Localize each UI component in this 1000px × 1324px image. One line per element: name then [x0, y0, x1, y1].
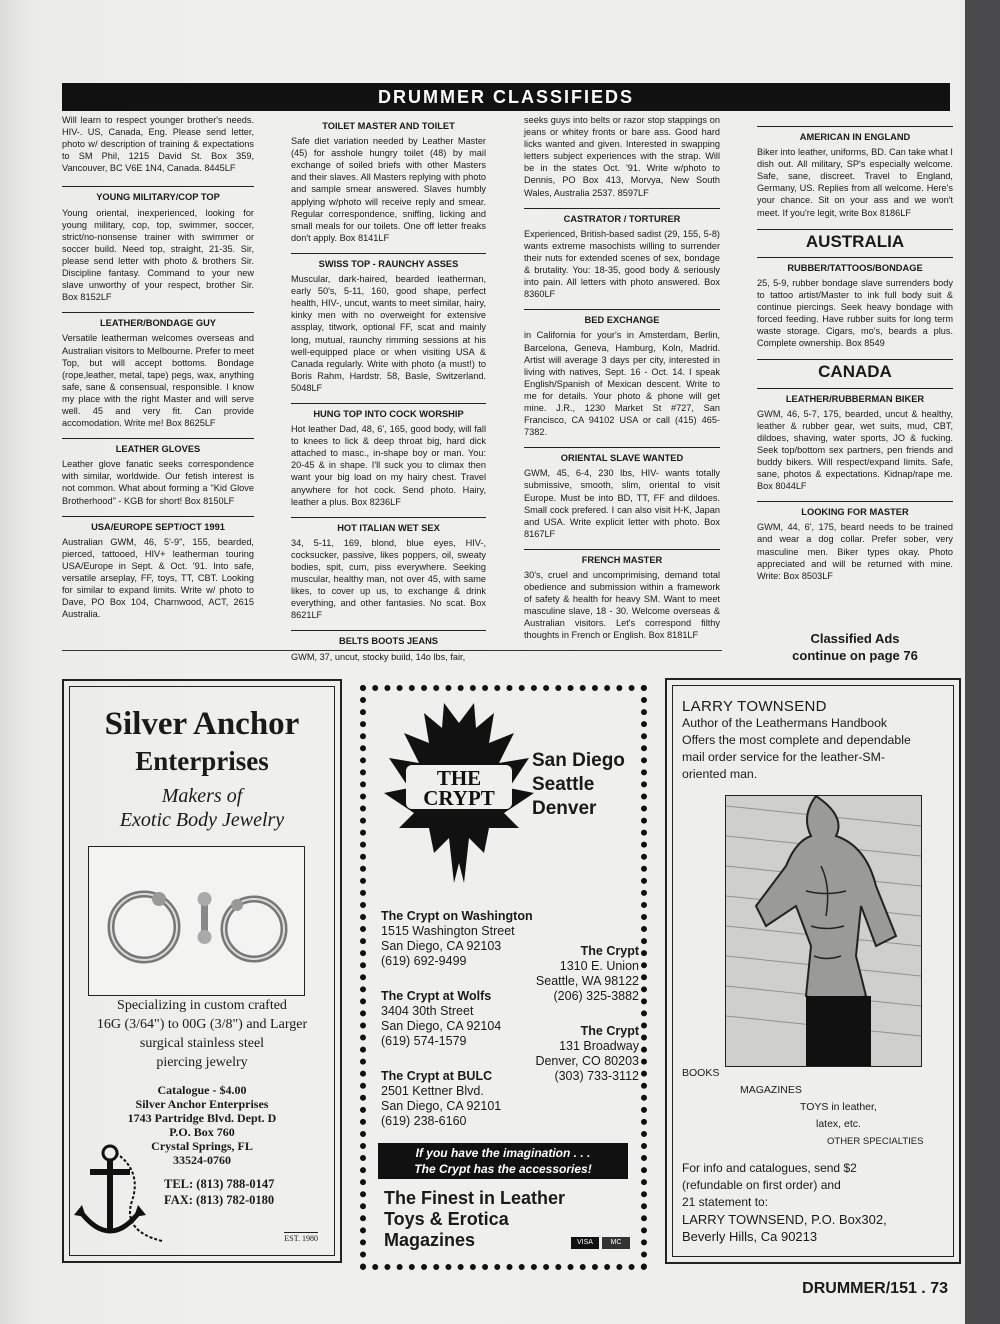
ad-title: Enterprises: [135, 746, 269, 776]
ad-description: [74, 996, 330, 1072]
slogan-box: [378, 1143, 628, 1179]
ad-body: 30's, cruel and uncomprimising, demand total obedience and submission within a framework of safety & health for heavy SM. Want to meet masculine slave, 18 - 30. Welcome overseas & Australian visitors. Let's correspond filthy thoughts in French or English. Box 8181LF: [524, 570, 720, 641]
ad-body: Experienced, British-based sadist (29, 155, 5-8) wants extreme masochists willing to surrender their nuts for extended scenes of sex, bondage & brutality. You: 18-35, good body & seriously into pain. All letters with photo answered. Box 8360LF: [524, 228, 720, 300]
classifieds-column-3: [524, 114, 720, 642]
ad-heading: TOILET MASTER AND TOILET: [322, 121, 455, 131]
phone-line: (619) 574-1579: [381, 1034, 467, 1048]
store-name: The Crypt at Wolfs: [381, 989, 492, 1003]
ad-heading: USA/EUROPE SEPT/OCT 1991: [62, 516, 254, 533]
leatherman-illustration: [725, 795, 922, 1067]
ad-body: in California for your's in Amsterdam, Berlin, Barcelona, Geneva, Hamburg, Koln, Madrid. Artist will average 3 days per city, interested in living with natives, Sept. 16 - Oct. 14. I speak English/Spanish of Mexican descent. Write to me for details. Your photo & phone will get mine. J.R., 1230 Market St #727, San Francisco, CA 94102 USA or call (415) 465-7382.: [524, 330, 720, 438]
ad-body: Hot leather Dad, 48, 6', 165, good body, will fall to knees to lick & deep throat big, hard dick attached to masc., in-shape boy or man. You: 20-45 & in shape. I'll suck you to climax then want your big load on my hairy chest. Travel anywhere for hot cock. Send photo. Hairy, leather a plus. Box 8236LF: [291, 424, 486, 507]
ad-heading: LOOKING FOR MASTER: [757, 501, 953, 518]
address-line: San Diego, CA 92101: [381, 1099, 502, 1113]
phone-line: (619) 238-6160: [381, 1114, 467, 1128]
region-heading-australia: AUSTRALIA: [757, 229, 953, 248]
address-line: 3404 30th Street: [381, 1004, 474, 1018]
ad-heading: FRENCH MASTER: [524, 549, 720, 566]
store-name: The Crypt: [580, 1024, 639, 1038]
address-line: San Diego, CA 92103: [381, 939, 502, 953]
city-list: [532, 749, 625, 821]
ad-heading: SWISS TOP - RAUNCHY ASSES: [291, 253, 486, 270]
intro-line: oriented man.: [682, 767, 758, 781]
anchor-icon: [72, 1141, 167, 1251]
info-line: 21 statement to:: [682, 1195, 769, 1209]
ad-heading: AMERICAN IN ENGLAND: [757, 126, 953, 143]
ad-body: Safe diet variation needed by Leather Master (45) for asshole hungry toilet (48) by mail exchange of soiled briefs with other Masters and their slaves. All Masters replying with photo and sample smear answered. Slaves humbly applying w/photo will receive reply and smear. Regular correspondence, sniffing, licking and small meals for our toilets. One off letter freaks don't apply. Box 8141LF: [291, 136, 486, 243]
fax-line: FAX: (813) 782-0180: [164, 1193, 275, 1207]
contact-info: [164, 1176, 274, 1208]
ad-body: Will learn to respect younger brother's needs. HIV-. US, Canada, Eng. Please send letter, photo w/ description of training & expectations to SM Phil, 1215 David St. Box 359, Vancouver, BC V6E 1N4, Canada. 8445LF: [62, 115, 254, 174]
ad-body: Versatile leatherman welcomes overseas and Australian visitors to Melbourne. Prefer to meet Top, but will accept bottoms. Bondage (rope,leather, metal, tape) pegs, wax, anything safe, sane & consensual, responsible. I know my place with the right Master and will serve well. 45 and very fit. Can provide accomodation. Write me! Box 8625LF: [62, 333, 254, 429]
double-eagle-logo-icon: [384, 703, 534, 893]
info-line: Beverly Hills, Ca 90213: [682, 1229, 818, 1244]
classifieds-banner: DRUMMER CLASSIFIEDS: [62, 83, 950, 111]
visa-card-icon: VISA: [571, 1237, 599, 1249]
classifieds-column-2: [291, 114, 486, 663]
ad-heading: RUBBER/TATTOOS/BONDAGE: [757, 257, 953, 274]
established-note: EST. 1980: [284, 1234, 318, 1243]
ad-body: Leather glove fanatic seeks correspondence with similar, worldwide. Our fetish interest is not common. What about forming a "Kid Glove Brotherhood" - KGB for short! Box 8150LF: [62, 459, 254, 506]
catalogue-line: Catalogue - $4.00: [157, 1083, 247, 1097]
product-other: OTHER SPECIALTIES: [827, 1136, 924, 1147]
ad-subtitle-line: Exotic Body Jewelry: [119, 809, 285, 831]
product-magazines: MAGAZINES: [740, 1084, 802, 1096]
info-line: For info and catalogues, send $2: [682, 1161, 857, 1175]
continued-line-1: Classified Ads: [810, 631, 900, 646]
address-line: 2501 Kettner Blvd.: [381, 1084, 484, 1098]
phone-line: (206) 325-3882: [553, 989, 639, 1003]
region-heading-canada: CANADA: [757, 359, 953, 378]
ad-body: Young oriental, inexperienced, looking for young military, cop, top, swimmer, soccer, strict/no-nonsense trainer with swimmer or soccer build. Need top, straight, 21-35. Sir, please send letter with photo & brothers Sir. Discipline fantasy. Command to your new slave unworthy of your respect, brother Sir. Box 8152LF: [62, 207, 254, 303]
desc-line: 16G (3/64") to 00G (3/8") and Larger: [96, 1017, 308, 1032]
logo-word-2: CRYPT: [423, 786, 495, 810]
ad-body: Biker into leather, uniforms, BD. Can take what I dish out. All military, SP's especially welcome. Safe, sane, discreet. Travel to England, Germany, US. Replies from all welcome. Here's your chance. Sit on your ass and we won't meet. If you're legit, write Box 8186LF: [757, 147, 953, 218]
catalogue-line: 33524-0760: [173, 1153, 231, 1167]
ad-body: Muscular, dark-haired, bearded leatherman, early 50's, 5-11, 160, good shape, perfect health, HIV-, uncut, wants to meet similar, hairy, kinky men with no overweight for extensive assplay, titwork, optional FF, scat and mainly long, mutual, raunchy rimming sessions at his well-equipped place or when visiting USA & Canada regularly. Write with photo (a must!) to Boris Rahm, Hardstr. 58, Basle, Switzerland. 5048LF: [291, 274, 486, 393]
ad-heading: HOT ITALIAN WET SEX: [291, 517, 486, 534]
city: San Diego: [532, 750, 625, 771]
store-location: [536, 944, 639, 1004]
tagline-line: Magazines: [384, 1230, 476, 1250]
payment-cards: [571, 1237, 630, 1249]
info-line: (refundable on first order) and: [682, 1178, 841, 1192]
catalogue-line: Silver Anchor Enterprises: [135, 1097, 269, 1111]
continued-note: [760, 630, 950, 664]
address-line: Denver, CO 80203: [535, 1054, 639, 1068]
ad-intro: [682, 698, 942, 783]
desc-line: Specializing in custom crafted: [117, 998, 287, 1013]
rings-illustration: [89, 847, 304, 995]
catalogue-line: P.O. Box 760: [169, 1125, 235, 1139]
catalogue-line: 1743 Partridge Blvd. Dept. D: [127, 1111, 277, 1125]
city: Denver: [532, 798, 597, 819]
section-divider: [62, 650, 722, 651]
product-toys: TOYS in leather,: [800, 1101, 877, 1113]
product-books: BOOKS: [682, 1067, 720, 1079]
intro-line: Author of the Leathermans Handbook: [682, 716, 888, 730]
desc-line: surgical stainless steel: [139, 1036, 265, 1051]
ad-subtitle-line: Makers of: [161, 785, 243, 807]
ad-subtitle: [64, 784, 340, 832]
store-name: The Crypt at BULC: [381, 1069, 493, 1083]
figure-drawing: [726, 796, 921, 1066]
ad-body: 25, 5-9, rubber bondage slave surrenders body to tattoo artist/Master to ink full body suit & continue piercings. Seek heavy bondage with forced feeding. Have rubber suits for long term waste storage. Cigars, mo's, beards a plus. Complete ownership. Box 8549: [757, 277, 953, 349]
address-line: Seattle, WA 98122: [535, 974, 639, 988]
jewelry-photo: [88, 846, 305, 996]
ad-body: seeks guys into belts or razor stop stappings on jeans or whitey fronts or bare ass. Good hard licks wanted and given. Interested in swapping letters subject experiences with the strap. Will be in the states Oct. '91. Write w/photo to Dennis, PO Box 413, Morvya, New South Wales, Australia 2537. 8597LF: [524, 115, 720, 198]
store-location: [381, 1069, 501, 1129]
tel-line: TEL: (813) 788-0147: [164, 1177, 275, 1191]
phone-line: (303) 733-3112: [554, 1069, 639, 1083]
tagline-line: Toys & Erotica: [384, 1209, 509, 1229]
store-name: The Crypt on Washington: [381, 909, 533, 923]
store-name: The Crypt: [580, 944, 639, 958]
silver-anchor-ad: [62, 679, 342, 1263]
store-location: [535, 1024, 639, 1084]
ad-body: Australian GWM, 46, 5'-9", 155, bearded, pierced, tattooed, HIV+ leatherman touring USA/Europe in Sept. & Oct. '91. Into safe, versatile arseplay, FF, toys, TT, CBT. Looking for similar to expand limits. Write w/ photo to Dave, PO Box 104, Charnwood, ACT, 2615 Australia.: [62, 536, 254, 620]
ad-heading: BED EXCHANGE: [524, 309, 720, 326]
product-toys: latex, etc.: [816, 1118, 861, 1130]
ad-body: GWM, 45, 6-4, 230 lbs, HIV- wants totally submissive, smooth, slim, oriental to visit Europe. Must be into BD, TT, FF and dildoes. Small cock prefered. I can also visit H-K, Japan and USA. Write explicit letter with photo. Box 8167LF: [524, 468, 720, 539]
larry-townsend-ad: [665, 678, 961, 1264]
tagline-line: The Finest in Leather: [384, 1188, 566, 1208]
info-line: LARRY TOWNSEND, P.O. Box302,: [682, 1212, 887, 1227]
store-location: [381, 909, 533, 969]
logo-word-1: THE: [436, 766, 482, 790]
store-location: [381, 989, 501, 1049]
address-line: 1310 E. Union: [559, 959, 639, 973]
crypt-ad: [360, 685, 647, 1270]
slogan-line: If you have the imagination . . .: [415, 1146, 591, 1160]
intro-line: mail order service for the leather-SM-: [682, 750, 885, 764]
intro-line: Offers the most complete and dependable: [682, 733, 911, 747]
ad-title: Silver Anchor: [104, 706, 300, 742]
author-name: LARRY TOWNSEND: [682, 698, 827, 715]
city: Seattle: [532, 774, 595, 795]
address-line: San Diego, CA 92104: [381, 1019, 502, 1033]
ad-heading: BELTS BOOTS JEANS: [291, 630, 486, 647]
address-line: 131 Broadway: [559, 1039, 639, 1053]
ad-body: 34, 5-11, 169, blond, blue eyes, HIV-, cocksucker, passive, likes poppers, oil, sweaty bodies, spit, cum, piss everywhere. Seeking muscular, healthy man, not over 45, with same likes, to cover up us, to exchange & drink everything, and other fantasies. No scat. Box 8621LF: [291, 537, 486, 621]
ad-heading: LEATHER GLOVES: [62, 438, 254, 455]
address-line: 1515 Washington Street: [381, 924, 515, 938]
ad-heading: LEATHER/RUBBERMAN BIKER: [757, 388, 953, 405]
slogan-line: The Crypt has the accessories!: [414, 1162, 592, 1176]
classifieds-column-1: [62, 114, 254, 620]
ad-heading: LEATHER/BONDAGE GUY: [62, 312, 254, 329]
product-list: [682, 1065, 947, 1150]
tagline: [384, 1188, 565, 1251]
ad-body: GWM, 44, 6', 175, beard needs to be trained and wear a dog collar. Prefer sober, very masculine men. Biker types okay. Photo appreciated and will be returned with mine. Write: Box 8503LF: [757, 522, 953, 581]
ad-heading: YOUNG MILITARY/COP TOP: [62, 186, 254, 203]
phone-line: (619) 692-9499: [381, 954, 467, 968]
classifieds-column-4: [757, 126, 953, 582]
catalogue-line: Crystal Springs, FL: [151, 1139, 253, 1153]
ad-heading: ORIENTAL SLAVE WANTED: [524, 447, 720, 464]
continued-line-2: continue on page 76: [792, 648, 918, 663]
page-footer: DRUMMER/151 . 73: [802, 1280, 948, 1297]
ad-body: GWM, 37, uncut, stocky build, 14o lbs, fair,: [291, 651, 466, 662]
page-edge: [965, 0, 1000, 1324]
desc-line: piercing jewelry: [156, 1055, 248, 1070]
order-info: [682, 1160, 947, 1245]
ad-heading: CASTRATOR / TORTURER: [524, 208, 720, 225]
ad-body: GWM, 46, 5-7, 175, bearded, uncut & healthy, leather & rubber gear, wet suits, mud, CBT, dildoes, shaving, water sports, JO & fucking. Seek top/bottom sex partners, pen friends and buddy bikers. Will respect/expand limits. Safe, sane, photos & expectations. Kidnap/rape me. Box 8044LF: [757, 408, 953, 492]
mastercard-icon: MC: [602, 1237, 630, 1249]
ad-heading: HUNG TOP INTO COCK WORSHIP: [291, 403, 486, 420]
